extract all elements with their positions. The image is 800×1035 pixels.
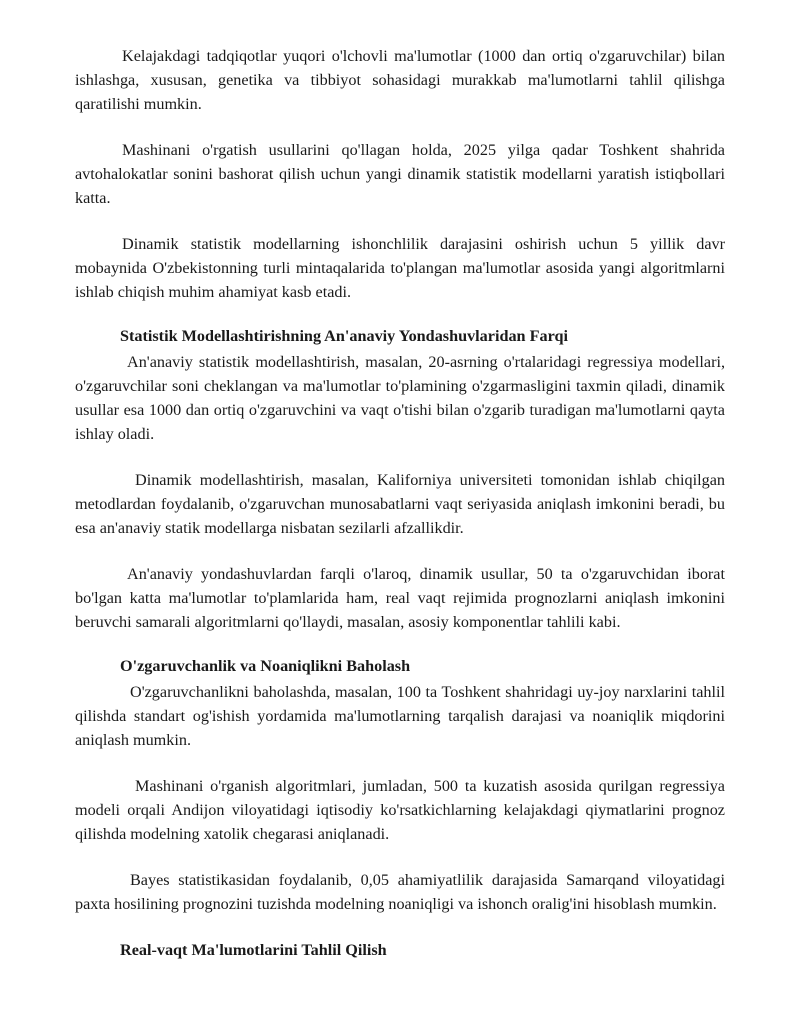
paragraph: O'zgaruvchanlikni baholashda, masalan, 100 ta Toshkent shahridagi uy-joy narxlarini tahlil qilishda standart og'ishish yordamida ma'lumotlarning tarqalish darajasi va noaniqlik miqdorini aniqlash mumkin. (75, 683, 725, 749)
paragraph: Kelajakdagi tadqiqotlar yuqori o'lchovli ma'lumotlar (1000 dan ortiq o'zgaruvchilar) bilan ishlashga, xususan, genetika va tibbiyot sohasidagi murakkab ma'lumotlarni tahlil qilishga qaratilishi mumkin. (75, 47, 725, 113)
paragraph: Bayes statistikasidan foydalanib, 0,05 ahamiyatlilik darajasida Samarqand viloyatidagi paxta hosilining prognozini tuzishda modelning noaniqligi va ishonch oralig'ini hisoblash mumkin. (75, 871, 725, 913)
section-heading: Statistik Modellashtirishning An'anaviy Yondashuvlaridan Farqi (120, 327, 568, 345)
paragraph: Mashinani o'rgatish usullarini qo'llagan holda, 2025 yilga qadar Toshkent shahrida avtohalokatlar sonini bashorat qilish uchun yangi dinamik statistik modellarni yaratish istiqbollari katta. (75, 141, 725, 207)
paragraph: An'anaviy statistik modellashtirish, masalan, 20-asrning o'rtalaridagi regressiya modellari, o'zgaruvchilar soni cheklangan va ma'lumotlar to'plamining o'zgarmasligini taxmin qiladi, dinamik usullar esa 1000 dan ortiq o'zgaruvchini va vaqt o'tishi bilan o'zgarib turadigan ma'lumotlarni qayta ishlay oladi. (75, 353, 725, 443)
paragraph: Dinamik modellashtirish, masalan, Kaliforniya universiteti tomonidan ishlab chiqilgan metodlardan foydalanib, o'zgaruvchan munosabatlarni vaqt seriyasida aniqlash imkonini beradi, bu esa an'anaviy statik modellarga nisbatan sezilarli afzallikdir. (75, 471, 725, 537)
paragraph: Mashinani o'rganish algoritmlari, jumladan, 500 ta kuzatish asosida qurilgan regressiya modeli orqali Andijon viloyatidagi iqtisodiy ko'rsatkichlarning kelajakdagi qiymatlarini prognoz qilishda modelning xatolik chegarasi aniqlanadi. (75, 777, 725, 843)
section-heading: O'zgaruvchanlik va Noaniqlikni Baholash (120, 657, 411, 675)
paragraph: An'anaviy yondashuvlardan farqli o'laroq, dinamik usullar, 50 ta o'zgaruvchidan iborat bo'lgan katta ma'lumotlar to'plamlarida ham, real vaqt rejimida prognozlarni aniqlash imkonini beruvchi samarali algoritmlarni qo'llaydi, masalan, asosiy komponentlar tahlili kabi. (75, 565, 725, 631)
section-heading: Real-vaqt Ma'lumotlarini Tahlil Qilish (120, 941, 387, 959)
paragraph: Dinamik statistik modellarning ishonchlilik darajasini oshirish uchun 5 yillik davr mobaynida O'zbekistonning turli mintaqalarida to'plangan ma'lumotlar asosida yangi algoritmlarni ishlab chiqish muhim ahamiyat kasb etadi. (75, 235, 725, 301)
